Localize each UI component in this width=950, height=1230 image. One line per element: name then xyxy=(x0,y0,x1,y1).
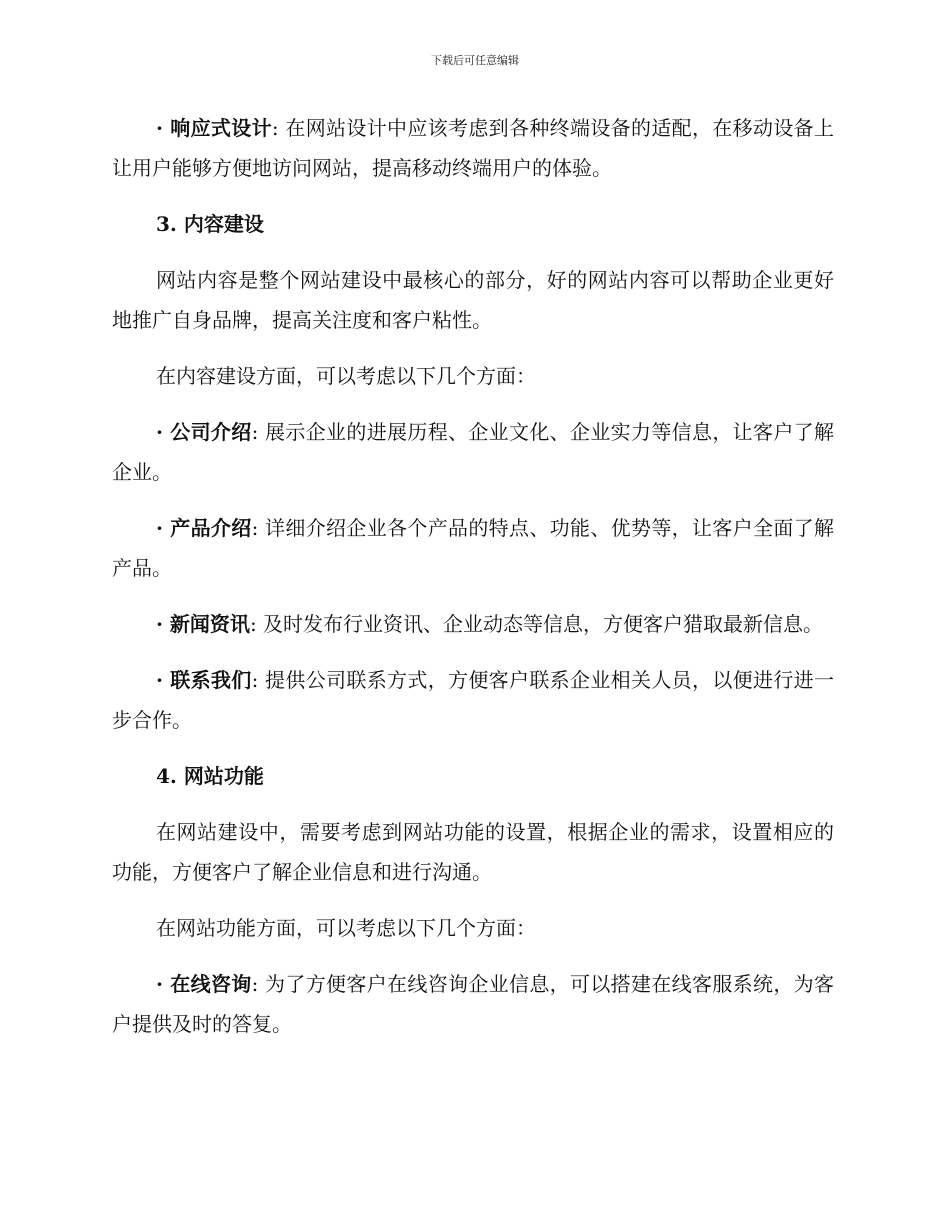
paragraph: 网站内容是整个网站建设中最核心的部分，好的网站内容可以帮助企业更好地推广自身品牌，提高关注度和客户粘性。 xyxy=(112,268,834,332)
bullet-news xyxy=(112,604,834,644)
bullet-separator: : xyxy=(251,972,259,996)
paragraph: 在网站功能方面，可以考虑以下几个方面： xyxy=(156,916,536,940)
paragraph: 在内容建设方面，可以考虑以下几个方面： xyxy=(156,364,536,388)
bullet-responsive-design xyxy=(112,108,834,188)
bullet-product-intro xyxy=(112,508,834,588)
bullet-separator: : xyxy=(251,516,259,540)
bullet-text: 展示企业的进展历程、企业文化、企业实力等信息，让客户了解企业。 xyxy=(112,420,834,484)
bullet-contact-us xyxy=(112,660,834,740)
page-header: 下载后可任意编辑 xyxy=(431,54,519,67)
bullet-text: 详细介绍企业各个产品的特点、功能、优势等，让客户全面了解产品。 xyxy=(112,516,834,580)
bullet-text: 在网站设计中应该考虑到各种终端设备的适配，在移动设备上让用户能够方便地访问网站，提高移动终端用户的体验。 xyxy=(112,116,834,180)
bullet-text: 为了方便客户在线咨询企业信息，可以搭建在线客服系统，为客户提供及时的答复。 xyxy=(112,972,834,1036)
bullet-text: 及时发布行业资讯、企业动态等信息，方便客户猎取最新信息。 xyxy=(256,612,824,636)
bullet-text: 提供公司联系方式，方便客户联系企业相关人员，以便进行进一步合作。 xyxy=(112,668,834,732)
bullet-online-consult xyxy=(112,964,834,1044)
bullet-term: · 在线咨询 xyxy=(156,972,252,996)
bullet-term: · 产品介绍 xyxy=(156,516,252,540)
bullet-separator: : xyxy=(271,116,279,140)
bullet-term: · 响应式设计 xyxy=(156,116,272,140)
bullet-term: · 公司介绍 xyxy=(156,420,252,444)
bullet-term: · 联系我们 xyxy=(156,668,252,692)
bullet-company-intro xyxy=(112,412,834,492)
bullet-separator: : xyxy=(249,612,257,636)
section-heading-content: 3. 内容建设 xyxy=(156,212,264,236)
bullet-separator: : xyxy=(251,420,259,444)
bullet-term: · 新闻资讯 xyxy=(156,612,250,636)
document-body xyxy=(112,108,834,1060)
section-heading-features: 4. 网站功能 xyxy=(156,764,264,788)
bullet-separator: : xyxy=(251,668,259,692)
paragraph: 在网站建设中，需要考虑到网站功能的设置，根据企业的需求，设置相应的功能，方便客户了解企业信息和进行沟通。 xyxy=(112,820,834,884)
